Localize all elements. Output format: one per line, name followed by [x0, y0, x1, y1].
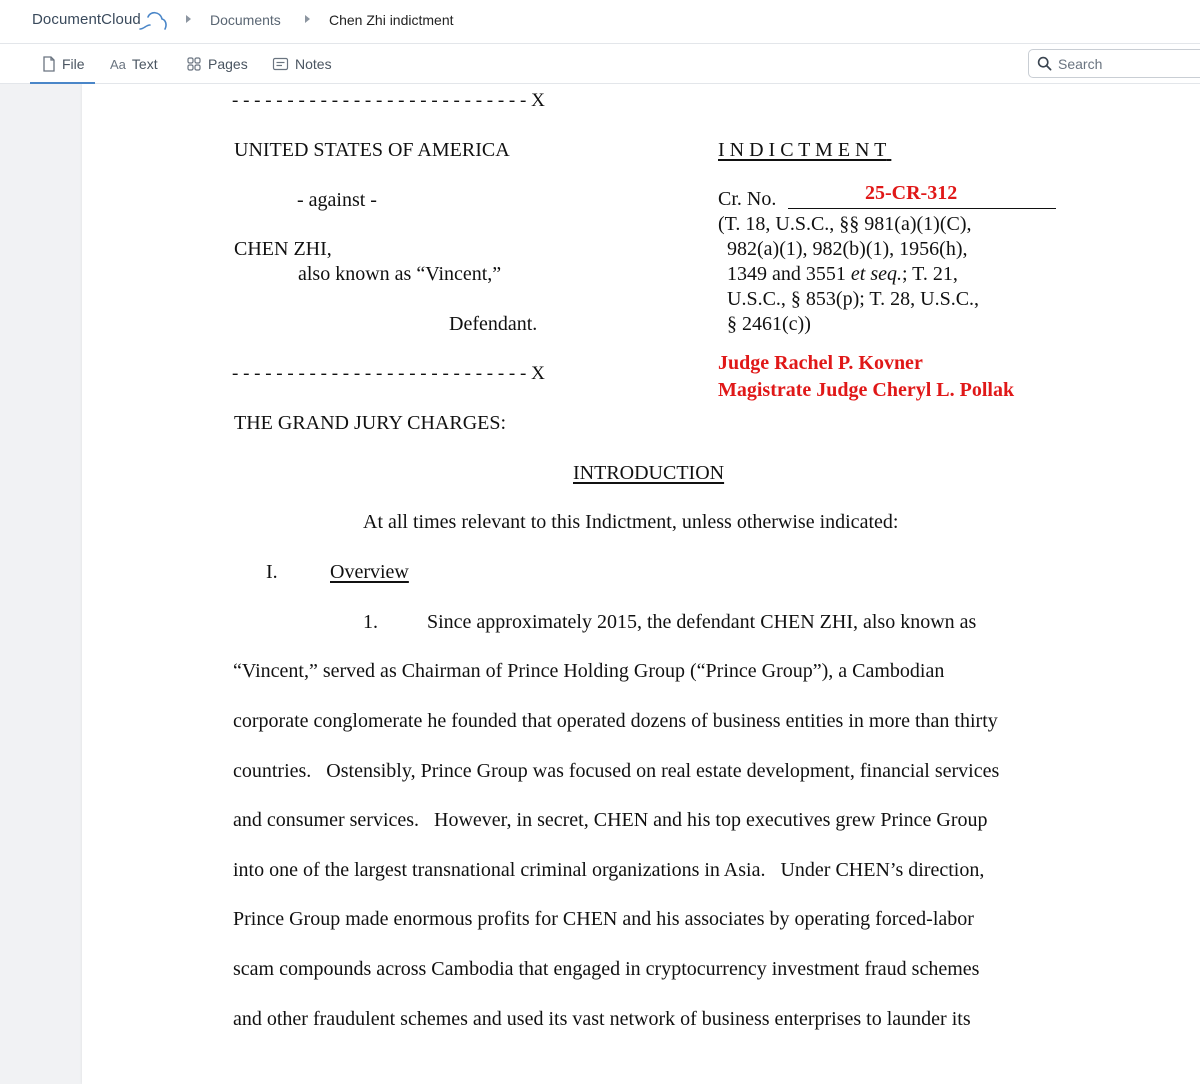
case-number-label — [718, 188, 776, 211]
section-title: Overview — [330, 561, 409, 583]
search-box[interactable] — [1028, 49, 1200, 78]
defendant-alias: also known as “Vincent,” — [298, 263, 502, 285]
toolbar — [0, 44, 1200, 84]
introduction-heading: INTRODUCTION — [573, 462, 725, 484]
section-number: I. — [266, 561, 278, 583]
statute-line-1: (T. 18, U.S.C., §§ 981(a)(1)(C), — [718, 213, 972, 235]
statute-line-5: § 2461(c)) — [727, 313, 811, 335]
paragraph-line-2: “Vincent,” served as Chairman of Prince Holding Group (“Prince Group”), a Cambodian — [233, 660, 945, 682]
statute-italic: et seq. — [850, 263, 902, 285]
top-header — [0, 0, 1200, 44]
text-icon: Aa — [110, 56, 126, 72]
plaintiff-name: UNITED STATES OF AMERICA — [234, 139, 510, 161]
against-text: - against - — [297, 189, 377, 211]
statute-line-2: 982(a)(1), 982(b)(1), 1956(h), — [727, 238, 968, 260]
tab-file-label: File — [62, 56, 85, 72]
breadcrumb-document-title: Chen Zhi indictment — [329, 12, 454, 28]
tab-text-label: Text — [131, 56, 158, 72]
cloud-logo-icon — [138, 7, 168, 33]
tab-notes[interactable] — [272, 44, 332, 84]
document-page — [82, 84, 1200, 1084]
indictment-heading-text: I N D I C T M E N T — [718, 139, 887, 161]
documentcloud-logo[interactable]: DocumentCloud — [32, 11, 141, 28]
paragraph-line-4: countries. Ostensibly, Prince Group was focused on real estate development, financial services — [233, 760, 1000, 782]
paragraph-line-6: into one of the largest transnational criminal organizations in Asia. Under CHEN’s direction, — [233, 859, 985, 881]
document-viewport[interactable] — [0, 84, 1200, 1084]
defendant-label: Defendant. — [449, 313, 538, 335]
statute-line-3-text: 1349 and 3551 — [727, 263, 851, 285]
indictment-heading — [718, 139, 891, 162]
paragraph-line-8: scam compounds across Cambodia that engaged in cryptocurrency investment fraud schemes — [233, 958, 980, 980]
cr-no-label: Cr. No. — [718, 188, 777, 210]
caption-divider-top: - - - - - - - - - - - - - - - - - - - - - - - - - - - X — [232, 90, 545, 111]
pages-grid-icon — [186, 56, 202, 72]
notes-icon — [272, 57, 289, 71]
search-icon — [1037, 56, 1052, 71]
tab-pages-label: Pages — [208, 56, 248, 72]
breadcrumb-documents[interactable]: Documents — [210, 12, 281, 28]
breadcrumb-chevron-icon — [186, 15, 191, 23]
paragraph-line-7: Prince Group made enormous profits for CHEN and his associates by operating forced-labor — [233, 908, 974, 930]
caption-divider-bottom: - - - - - - - - - - - - - - - - - - - - - - - - - - - X — [232, 363, 545, 384]
paragraph-line-3: corporate conglomerate he founded that operated dozens of business entities in more than thirty — [233, 710, 998, 732]
paragraph-line-9: and other fraudulent schemes and used its vast network of business enterprises to launder its — [233, 1008, 971, 1030]
defendant-name: CHEN ZHI, — [234, 238, 332, 260]
search-input[interactable] — [1058, 56, 1198, 72]
case-number-stamp: 25-CR-312 — [865, 182, 958, 204]
file-icon — [42, 56, 56, 72]
case-number-line — [788, 208, 1056, 209]
paragraph-line-5: and consumer services. However, in secret, CHEN and his top executives grew Prince Group — [233, 809, 988, 831]
statute-line-3 — [727, 263, 958, 286]
paragraph-number: 1. — [363, 611, 378, 633]
tab-text[interactable] — [110, 44, 158, 84]
magistrate-annotation: Magistrate Judge Cheryl L. Pollak — [718, 379, 1015, 401]
paragraph-line-1: Since approximately 2015, the defendant CHEN ZHI, also known as — [427, 611, 977, 633]
judge-annotation: Judge Rachel P. Kovner — [718, 352, 923, 374]
breadcrumb-chevron-icon — [305, 15, 310, 23]
tab-notes-label: Notes — [295, 56, 332, 72]
tab-file[interactable] — [30, 44, 95, 84]
grand-jury-charges: THE GRAND JURY CHARGES: — [234, 412, 507, 434]
tab-pages[interactable] — [186, 44, 248, 84]
preamble-text: At all times relevant to this Indictment, unless otherwise indicated: — [363, 511, 899, 533]
statute-line-4: U.S.C., § 853(p); T. 28, U.S.C., — [727, 288, 980, 310]
statute-line-3-tail: ; T. 21, — [901, 263, 958, 285]
